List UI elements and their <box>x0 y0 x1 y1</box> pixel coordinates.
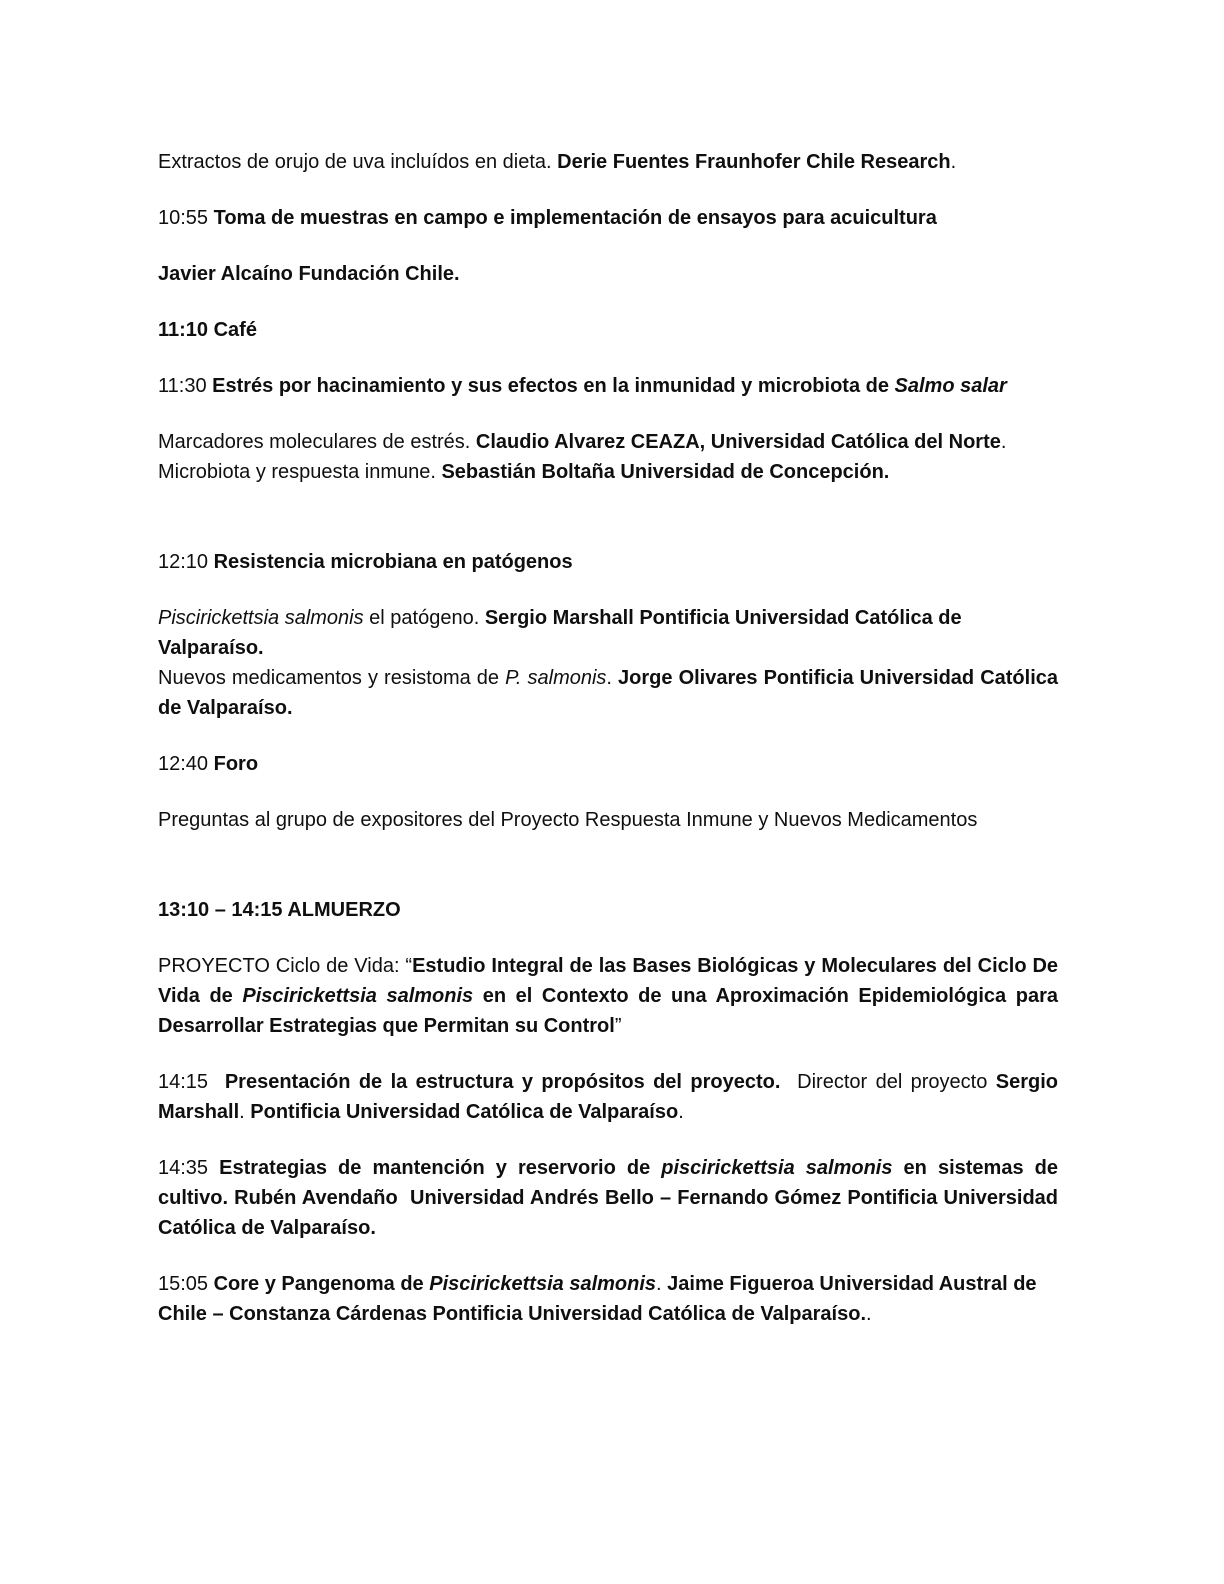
text-run: Nuevos medicamentos y resistoma de <box>158 667 506 689</box>
text-run: 14:35 <box>158 1157 220 1179</box>
para-preguntas-foro <box>158 805 1058 835</box>
text-run: Salmo salar <box>894 375 1007 397</box>
para-1055-toma-de-muestras <box>158 203 1058 233</box>
text-run: . <box>606 667 619 689</box>
text-run: Javier Alcaíno Fundación Chile. <box>158 263 460 285</box>
text-run: Foro <box>213 753 259 775</box>
para-microbiota-respuesta <box>158 457 1058 487</box>
para-1505-core-pangenoma <box>158 1269 1058 1329</box>
para-1210-resistencia <box>158 547 1058 577</box>
text-run: 12:40 <box>158 753 214 775</box>
para-1110-cafe <box>158 315 1058 345</box>
text-run: Extractos de orujo de uva incluídos en dieta. <box>158 151 558 173</box>
para-1415-presentacion <box>158 1067 1058 1127</box>
text-run: en sistemas de cultivo. Rubén Avendaño Universidad Andrés Bello – Fernando Gómez Pontificia Universidad Católica de Valparaíso. <box>158 1157 1058 1239</box>
para-1240-foro <box>158 749 1058 779</box>
text-run: Jorge Olivares Pontificia Universidad Católica de Valparaíso. <box>158 667 1058 719</box>
text-run: 12:10 <box>158 551 214 573</box>
text-run: en el Contexto de una Aproximación Epidemiológica para Desarrollar Estrategias que Permitan su Control <box>158 985 1058 1037</box>
text-run: . <box>1000 431 1007 453</box>
text-run: Piscirickettsia salmonis <box>242 985 474 1007</box>
text-run: PROYECTO Ciclo de Vida: “ <box>158 955 413 977</box>
text-run: Preguntas al grupo de expositores del Proyecto Respuesta Inmune y Nuevos Medicamentos <box>158 809 978 831</box>
document-content <box>158 147 1058 1329</box>
text-run: 14:15 <box>158 1071 225 1093</box>
text-run: piscirickettsia salmonis <box>661 1157 893 1179</box>
text-run: 15:05 <box>158 1273 214 1295</box>
text-run: P. salmonis <box>505 667 607 689</box>
text-run: Sergio Marshall <box>158 1071 1059 1123</box>
text-run: Estrategias de mantención y reservorio de <box>219 1157 662 1179</box>
para-1130-estres <box>158 371 1058 401</box>
text-run: . <box>950 151 957 173</box>
text-run: Piscirickettsia salmonis <box>429 1273 657 1295</box>
text-run: . <box>239 1101 251 1123</box>
text-run: Presentación de la estructura y propósitos del proyecto. <box>224 1071 781 1093</box>
text-run: Derie Fuentes Fraunhofer Chile Research <box>557 151 951 173</box>
text-run: Piscirickettsia salmonis <box>158 607 364 629</box>
text-run: 11:10 Café <box>158 319 257 341</box>
para-piscirickettsia-patogeno <box>158 603 1058 663</box>
text-run: Marcadores moleculares de estrés. <box>158 431 476 453</box>
text-run: Jaime Figueroa Universidad Austral de Chile – Constanza Cárdenas Pontificia Universidad Católica de Valparaíso. <box>158 1273 1037 1325</box>
para-proyecto-ciclo-de-vida <box>158 951 1058 1041</box>
text-run: Pontificia Universidad Católica de Valparaíso <box>250 1101 679 1123</box>
text-run: Claudio Alvarez CEAZA, Universidad Católica del Norte <box>475 431 1001 453</box>
text-run: 13:10 – 14:15 ALMUERZO <box>158 899 401 921</box>
para-javier-alcaino <box>158 259 1058 289</box>
para-1310-almuerzo <box>158 895 1058 925</box>
text-run: Toma de muestras en campo e implementación de ensayos para acuicultura <box>213 207 937 229</box>
text-run: Estudio Integral de las Bases Biológicas y Moleculares del Ciclo De Vida de <box>158 955 1059 1007</box>
text-run: ” <box>614 1015 622 1037</box>
text-run: . <box>866 1303 872 1325</box>
text-run: Estrés por hacinamiento y sus efectos en la inmunidad y microbiota de <box>212 375 895 397</box>
text-run: Resistencia microbiana en patógenos <box>213 551 573 573</box>
text-run: Microbiota y respuesta inmune. <box>158 461 442 483</box>
text-run: . <box>656 1273 668 1295</box>
text-run: el patógeno. <box>363 607 485 629</box>
text-run: Director del proyecto <box>780 1071 996 1093</box>
para-marcadores-moleculares <box>158 427 1058 457</box>
text-run: . <box>678 1101 684 1123</box>
text-run: 11:30 <box>158 375 213 397</box>
para-1435-estrategias <box>158 1153 1058 1243</box>
para-nuevos-medicamentos <box>158 663 1058 723</box>
text-run: Sergio Marshall Pontificia Universidad Católica de Valparaíso. <box>158 607 962 659</box>
text-run: Sebastián Boltaña Universidad de Concepción. <box>441 461 890 483</box>
text-run: Core y Pangenoma de <box>213 1273 430 1295</box>
text-run: 10:55 <box>158 207 214 229</box>
para-extractos-dieta <box>158 147 1058 177</box>
